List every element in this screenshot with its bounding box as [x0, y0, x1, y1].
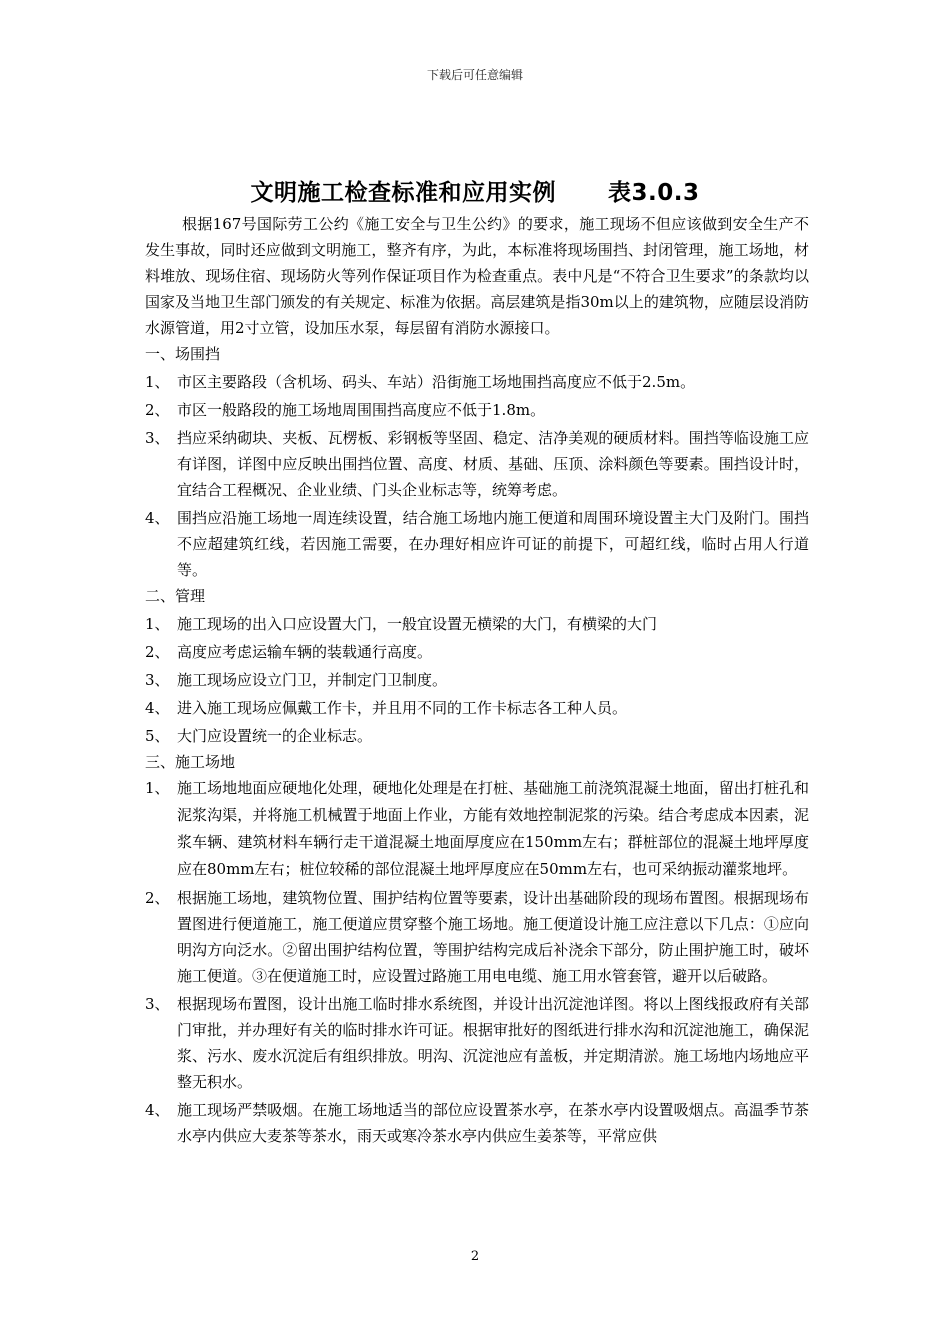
item-number: 1、 [145, 779, 170, 797]
item-number: 4、 [145, 699, 170, 717]
item-text: 高度应考虑运输车辆的装载通行高度。 [177, 643, 433, 661]
item-number: 2、 [145, 889, 170, 907]
item-number: 2、 [145, 401, 170, 419]
item-text: 施工现场的出入口应设置大门，一般宜设置无横梁的大门，有横梁的大门 [177, 615, 658, 633]
item-text: 施工现场应设立门卫，并制定门卫制度。 [177, 671, 448, 689]
item-number: 2、 [145, 643, 170, 661]
list-item [145, 611, 809, 637]
table-code: 表3.0.3 [608, 180, 700, 206]
title-main: 文明施工检查标准和应用实例 [250, 180, 556, 206]
list-item [145, 369, 809, 395]
list-item [145, 991, 809, 1095]
section-heading: 二、管理 [145, 587, 206, 605]
item-text: 挡应采纳砌块、夹板、瓦楞板、彩钢板等坚固、稳定、洁净美观的硬质材料。围挡等临设施工应有详图，详图中应反映出围挡位置、高度、材质、基础、压顶、涂料颜色等要素。围挡设计时，宜结合工程概况、企业业绩、门头企业标志等，统筹考虑。 [177, 429, 809, 499]
section-heading: 三、施工场地 [145, 753, 236, 771]
item-number: 3、 [145, 671, 170, 689]
list-item [145, 1097, 809, 1149]
list-item [145, 667, 809, 693]
item-text: 施工场地地面应硬地化处理，硬地化处理是在打桩、基础施工前浇筑混凝土地面，留出打桩孔和泥浆沟渠，并将施工机械置于地面上作业，方能有效地控制泥浆的污染。结合考虑成本因素，泥浆车辆、建筑材料车辆行走干道混凝土地面厚度应在150mm左右；群桩部位的混凝土地坪厚度应在80mm左右；桩位较稀的部位混凝土地坪厚度应在50mm左右，也可采纳振动灌浆地坪。 [177, 779, 809, 878]
section-site [145, 749, 809, 1149]
item-text: 根据施工场地，建筑物位置、围护结构位置等要素，设计出基础阶段的现场布置图。根据现场布置图进行便道施工，施工便道应贯穿整个施工场地。施工便道设计施工应注意以下几点：①应向明沟方向泛水。②留出围护结构位置，等围护结构完成后补浇余下部分，防止围护施工时，破坏施工便道。③在便道施工时，应设置过路施工用电电缆、施工用水管套管，避开以后破路。 [177, 889, 809, 985]
item-text: 大门应设置统一的企业标志。 [177, 727, 373, 745]
page-header: 下载后可任意编辑 [426, 68, 523, 82]
document-body [145, 211, 809, 1149]
list-item [145, 723, 809, 749]
list-item [145, 425, 809, 503]
item-text: 市区主要路段（含机场、码头、车站）沿街施工场地围挡高度应不低于2.5m。 [177, 373, 696, 391]
list-item [145, 885, 809, 989]
item-number: 5、 [145, 727, 170, 745]
list-item [145, 397, 809, 423]
item-number: 3、 [145, 429, 170, 447]
item-number: 3、 [145, 995, 170, 1013]
intro-paragraph: 根据167号国际劳工公约《施工安全与卫生公约》的要求，施工现场不但应该做到安全生产不发生事故，同时还应做到文明施工，整齐有序，为此，本标准将现场围挡、封闭管理，施工场地，材料堆放、现场住宿、现场防火等列作保证项目作为检查重点。表中凡是“不符合卫生要求”的条款均以国家及当地卫生部门颁发的有关规定、标准为依据。高层建筑是指30m以上的建筑物，应随层设消防水源管道，用2寸立管，设加压水泵，每层留有消防水源接口。 [145, 215, 809, 337]
item-text: 市区一般路段的施工场地周围围挡高度应不低于1.8m。 [177, 401, 546, 419]
list-item [145, 505, 809, 583]
item-number: 1、 [145, 373, 170, 391]
item-number: 4、 [145, 1101, 170, 1119]
section-enclosure [145, 341, 809, 583]
item-text: 围挡应沿施工场地一周连续设置，结合施工场地内施工便道和周围环境设置主大门及附门。围挡不应超建筑红线，若因施工需要，在办理好相应许可证的前提下，可超红线，临时占用人行道等。 [177, 509, 809, 579]
item-text: 进入施工现场应佩戴工作卡，并且用不同的工作卡标志各工种人员。 [177, 699, 628, 717]
document-title [0, 174, 950, 207]
item-text: 施工现场严禁吸烟。在施工场地适当的部位应设置茶水亭，在茶水亭内设置吸烟点。高温季节茶水亭内供应大麦茶等茶水，雨天或寒冷茶水亭内供应生姜茶等，平常应供 [177, 1101, 809, 1145]
item-number: 1、 [145, 615, 170, 633]
item-text: 根据现场布置图，设计出施工临时排水系统图，并设计出沉淀池详图。将以上图线报政府有关部门审批，并办理好有关的临时排水许可证。根据审批好的图纸进行排水沟和沉淀池施工，确保泥浆、污水、废水沉淀后有组织排放。明沟、沉淀池应有盖板，并定期清淤。施工场地内场地应平整无积水。 [177, 995, 809, 1091]
section-heading: 一、场围挡 [145, 345, 221, 363]
page-number: 2 [470, 1249, 480, 1264]
list-item [145, 695, 809, 721]
list-item [145, 775, 809, 883]
item-number: 4、 [145, 509, 170, 527]
section-management [145, 583, 809, 749]
list-item [145, 639, 809, 665]
